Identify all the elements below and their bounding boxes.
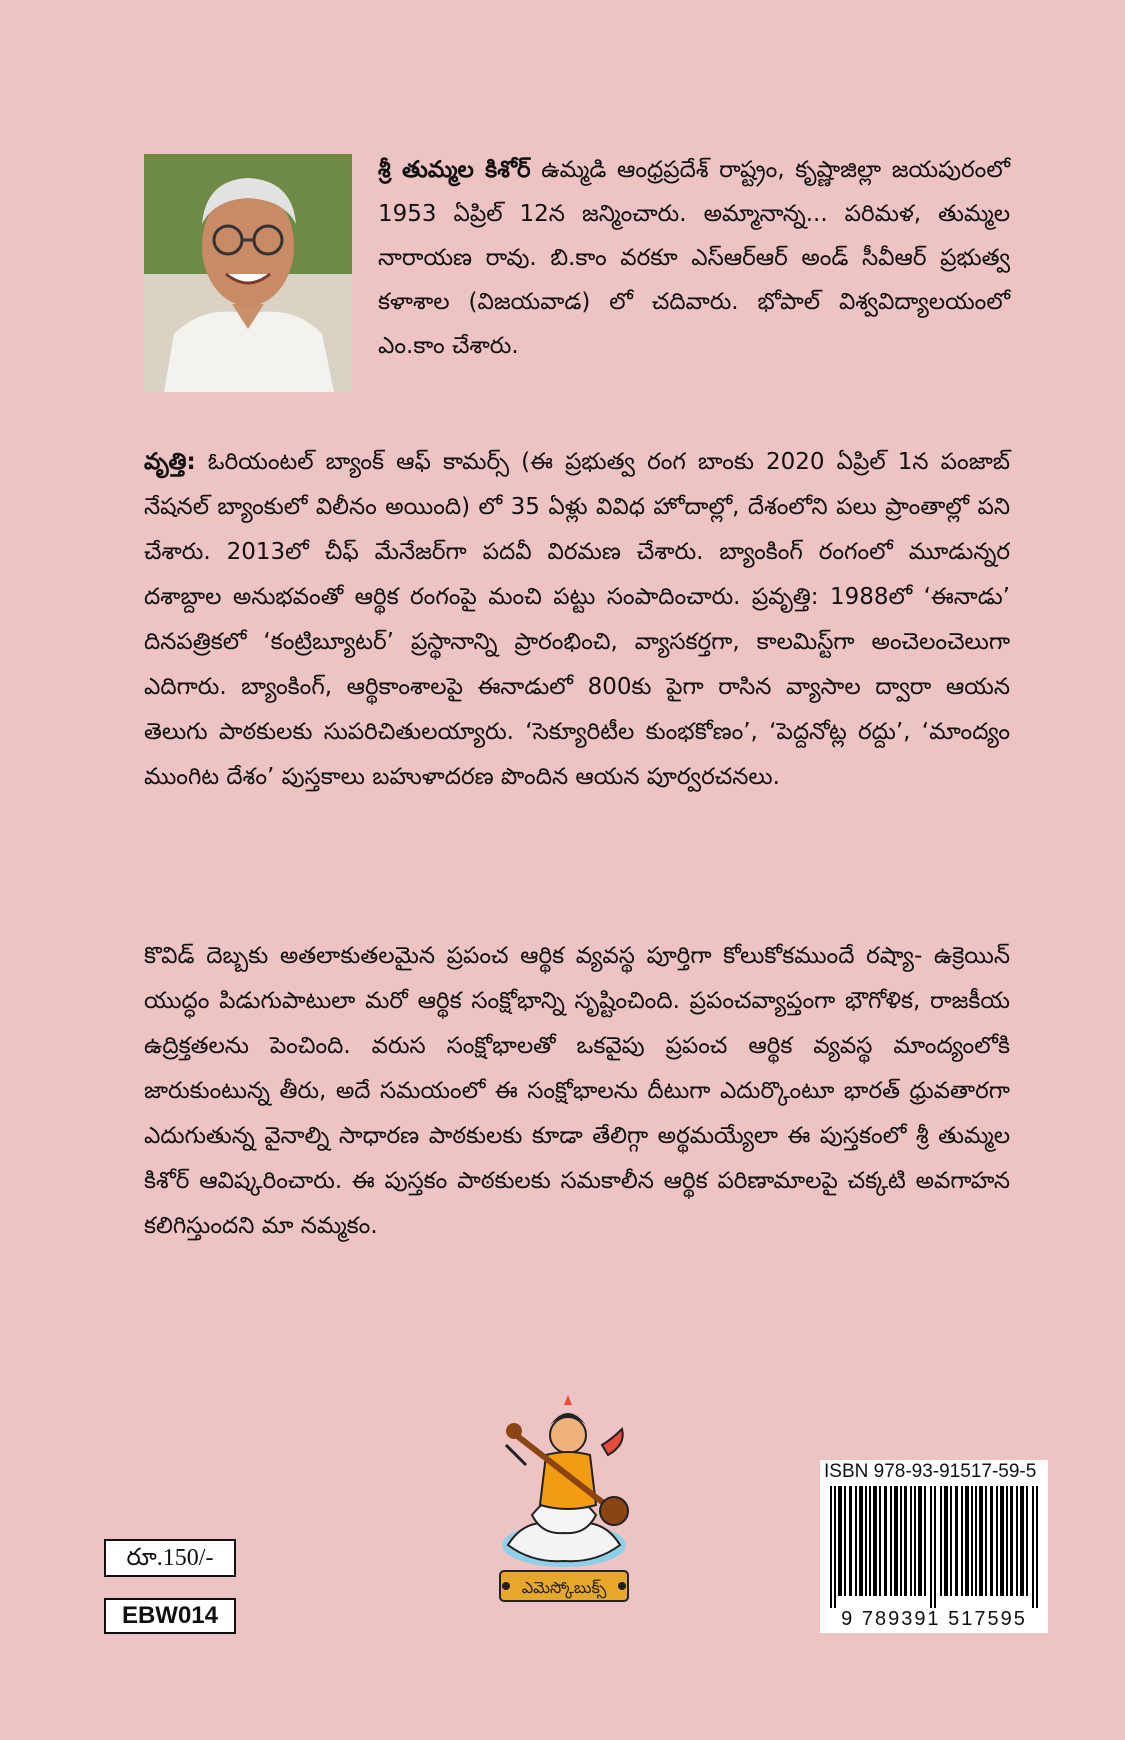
career-label: వృత్తి: bbox=[144, 449, 196, 475]
author-name: శ్రీ తుమ్మల కిశోర్ bbox=[378, 157, 531, 183]
publisher-logo-label: ఎమెస్కోబుక్స్ bbox=[521, 1578, 607, 1597]
author-photo bbox=[144, 154, 352, 392]
book-summary: కొవిడ్ దెబ్బకు అతలాకుతలమైన ప్రపంచ ఆర్థిక వ్యవస్థ పూర్తిగా కోలుకోకముందే రష్యా- ఉక్రెయిన్ యుద్ధం పిడుగుపాటులా మరో ఆర్థిక సంక్షోభాన్ని సృష్టించింది. ప్రపంచవ్యాప్తంగా భౌగోళిక, రాజకీయ ఉద్రిక్తతలను పెంచింది. వరుస సంక్షోభాలతో ఒకవైపు ప్రపంచ ఆర్థిక వ్యవస్థ మాంద్యంలోకి జారుకుంటున్న తీరు, అదే సమయంలో ఈ సంక్షోభాలను దీటుగా ఎదుర్కొంటూ భారత్ ధ్రువతారగా ఎదుగుతున్న వైనాల్ని సాధారణ పాఠకులకు కూడా తేలిగ్గా అర్థమయ్యేలా ఈ పుస్తకంలో శ్రీ తుమ్మల కిశోర్ ఆవిష్కరించారు. ఈ పుస్తకం పాఠకులకు సమకాలీన ఆర్థిక పరిణామాలపై చక్కటి అవగాహన కలిగిస్తుందని మా నమ్మకం. bbox=[144, 943, 1010, 1239]
isbn-barcode bbox=[820, 1460, 1048, 1633]
price-label: రూ.150/- bbox=[104, 1539, 236, 1577]
career-text: ఓరియంటల్ బ్యాంక్ ఆఫ్ కామర్స్ (ఈ ప్రభుత్వ రంగ బాంకు 2020 ఏప్రిల్ 1న పంజాబ్ నేషనల్ బ్యాంకులో విలీనం అయింది) లో 35 ఏళ్లు వివిధ హోదాల్లో, దేశంలోని పలు ప్రాంతాల్లో పని చేశారు. 2013లో చీఫ్ మేనేజర్‌గా పదవీ విరమణ చేశారు. బ్యాంకింగ్ రంగంలో మూడున్నర దశాబ్దాల అనుభవంతో ఆర్థిక రంగంపై మంచి పట్టు సంపాదించారు. ప్రవృత్తి: 1988లో ‘ఈనాడు’ దినపత్రికలో ‘కంట్రిబ్యూటర్’ ప్రస్థానాన్ని ప్రారంభించి, వ్యాసకర్తగా, కాలమిస్ట్‌గా అంచెలంచెలుగా ఎదిగారు. బ్యాంకింగ్, ఆర్థికాంశాలపై ఈనాడులో 800కు పైగా రాసిన వ్యాసాల ద్వారా ఆయన తెలుగు పాఠకులకు సుపరిచితులయ్యారు. ‘సెక్యూరిటీల కుంభకోణం’, ‘పెద్దనోట్ల రద్దు’, ‘మాంద్యం ముంగిట దేశం’ పుస్తకాలు బహుళాదరణ పొందిన ఆయన పూర్వరచనలు. bbox=[144, 449, 1010, 790]
career-paragraph bbox=[144, 440, 1010, 800]
book-code: EBW014 bbox=[104, 1598, 236, 1634]
author-portrait-image bbox=[144, 154, 352, 392]
publisher-logo bbox=[486, 1395, 642, 1607]
author-bio bbox=[378, 148, 1010, 368]
author-bio-text: ఉమ్మడి ఆంధ్రప్రదేశ్ రాష్ట్రం, కృష్ణాజిల్లా జయపురంలో 1953 ఏప్రిల్ 12న జన్మించారు. అమ్మానాన్న... పరిమళ, తుమ్మల నారాయణ రావు. బి.కాం వరకూ ఎస్‌ఆర్‌ఆర్ అండ్ సీవీఆర్ ప్రభుత్వ కళాశాల (విజయవాడ) లో చదివారు. భోపాల్ విశ్వవిద్యాలయంలో ఎం.కాం చేశారు. bbox=[378, 157, 1011, 359]
isbn-label: ISBN 978-93-91517-59-5 bbox=[824, 1461, 1037, 1482]
saraswati-logo-icon bbox=[486, 1395, 642, 1607]
barcode-number: 9 789391 517595 bbox=[841, 1608, 1027, 1630]
barcode-bars-icon bbox=[824, 1486, 1044, 1608]
